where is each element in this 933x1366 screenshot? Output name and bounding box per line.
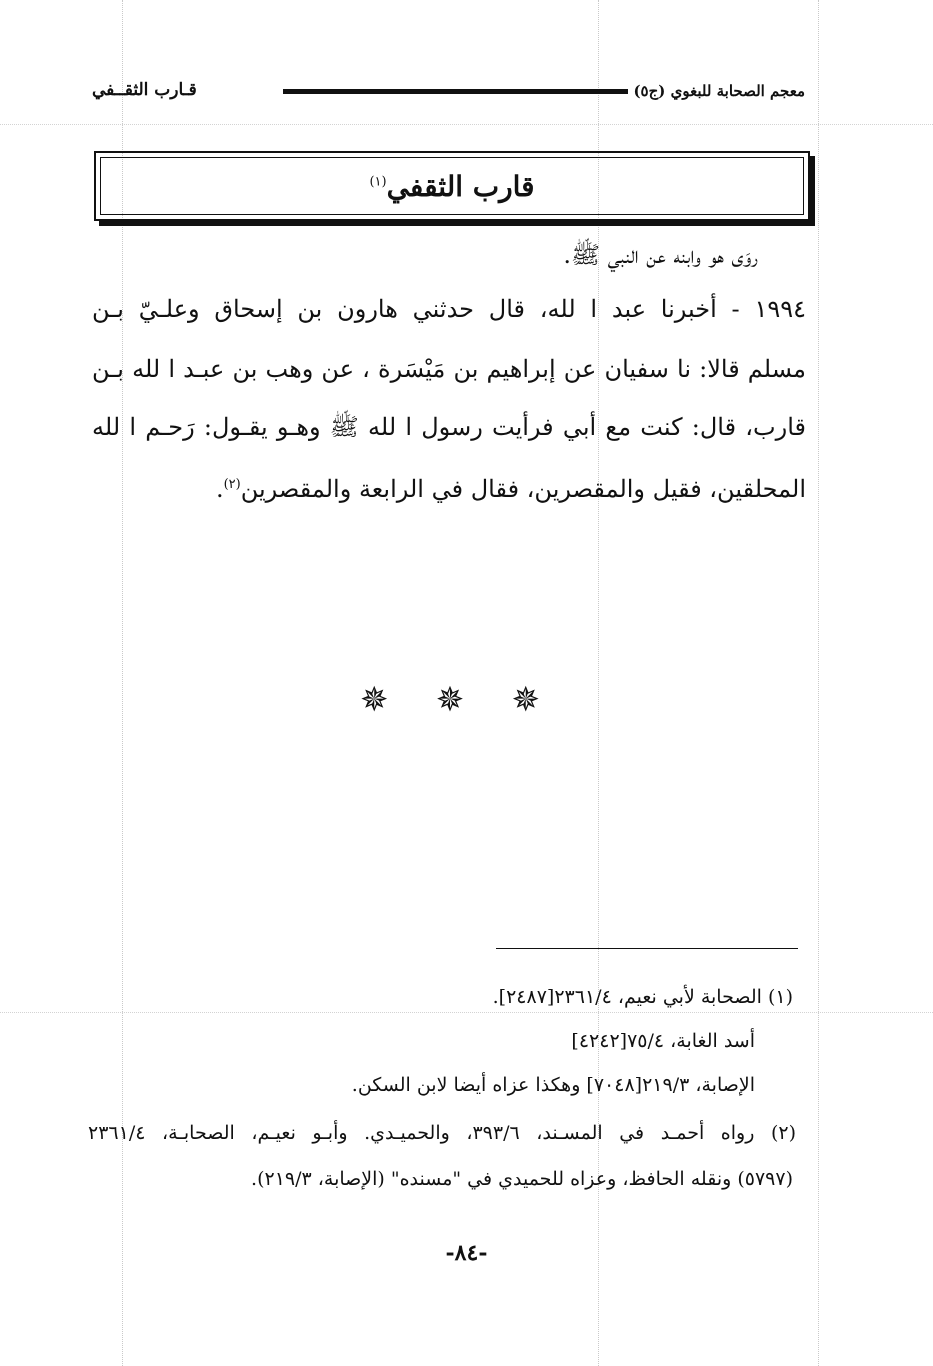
body-footnote-ref: (٢): [223, 477, 241, 492]
body-line-5-text: المحلقين، فقيل والمقصرين، فقال في الرابعة والمقصرين: [240, 475, 806, 503]
body-line-5: [92, 470, 806, 504]
header-rule: [283, 89, 628, 94]
footnote-line-1: (١) الصحابة لأبي نعيم، ٢٣٦١/٤[٢٤٨٧].: [492, 986, 793, 1008]
entry-title-text: قارب الثقفي: [386, 169, 535, 203]
footnote-line-5: (٥٧٩٧) ونقله الحافظ، وعزاه للحميدي في "مسنده" (الإصابة، ٢١٩/٣).: [251, 1168, 793, 1190]
page-number: -٨٤-: [445, 1240, 488, 1266]
body-line-1: روَى هو وابنه عن النبي ﷺ.: [563, 241, 758, 269]
footnote-line-2: أسد الغابة، ٧٥/٤[٤٢٤٢]: [571, 1030, 755, 1052]
section-separator: [360, 680, 540, 720]
entry-title-box: [94, 151, 810, 221]
footnote-rule: [496, 948, 798, 949]
scan-guide-line: [0, 124, 933, 125]
body-line-4: قارب، قال: كنت مع أبي فرأيت رسول ا لله ﷺ وهـو يقـول: رَحـم ا لله: [92, 413, 806, 441]
star-ornament-icon: ✵: [360, 680, 389, 720]
body-line-2: ١٩٩٤ - أخبرنا عبد ا لله، قال حدثني هارون بن إسحاق وعلـيّ بـن: [92, 295, 806, 323]
body-line-5-end: .: [215, 475, 224, 503]
footnote-line-3: الإصابة، ٢١٩/٣[٧٠٤٨] وهكذا عزاه أيضا لابن السكن.: [351, 1074, 755, 1096]
scan-guide-line: [0, 1012, 933, 1013]
star-ornament-icon: ✵: [435, 680, 465, 720]
body-line-3: مسلم قالا: نا سفيان عن إبراهيم بن مَيْسَرة ، عن وهب بن عبـد ا لله بـن: [92, 355, 806, 383]
running-header-section: قـارب الثقــفي: [92, 80, 197, 100]
footnote-line-4: (٢) رواه أحمـد في المسـند، ٣٩٣/٦، والحميـدي. وأبـو نعيـم، الصحابـة، ٢٣٦١/٤: [88, 1122, 796, 1144]
entry-title-footnote-ref: (١): [369, 174, 387, 190]
star-ornament-icon: ✵: [511, 680, 540, 720]
entry-title: [369, 170, 534, 203]
scan-guide-line: [818, 0, 819, 1366]
running-header-book-title: معجم الصحابة للبغوي (ج٥): [633, 82, 805, 100]
